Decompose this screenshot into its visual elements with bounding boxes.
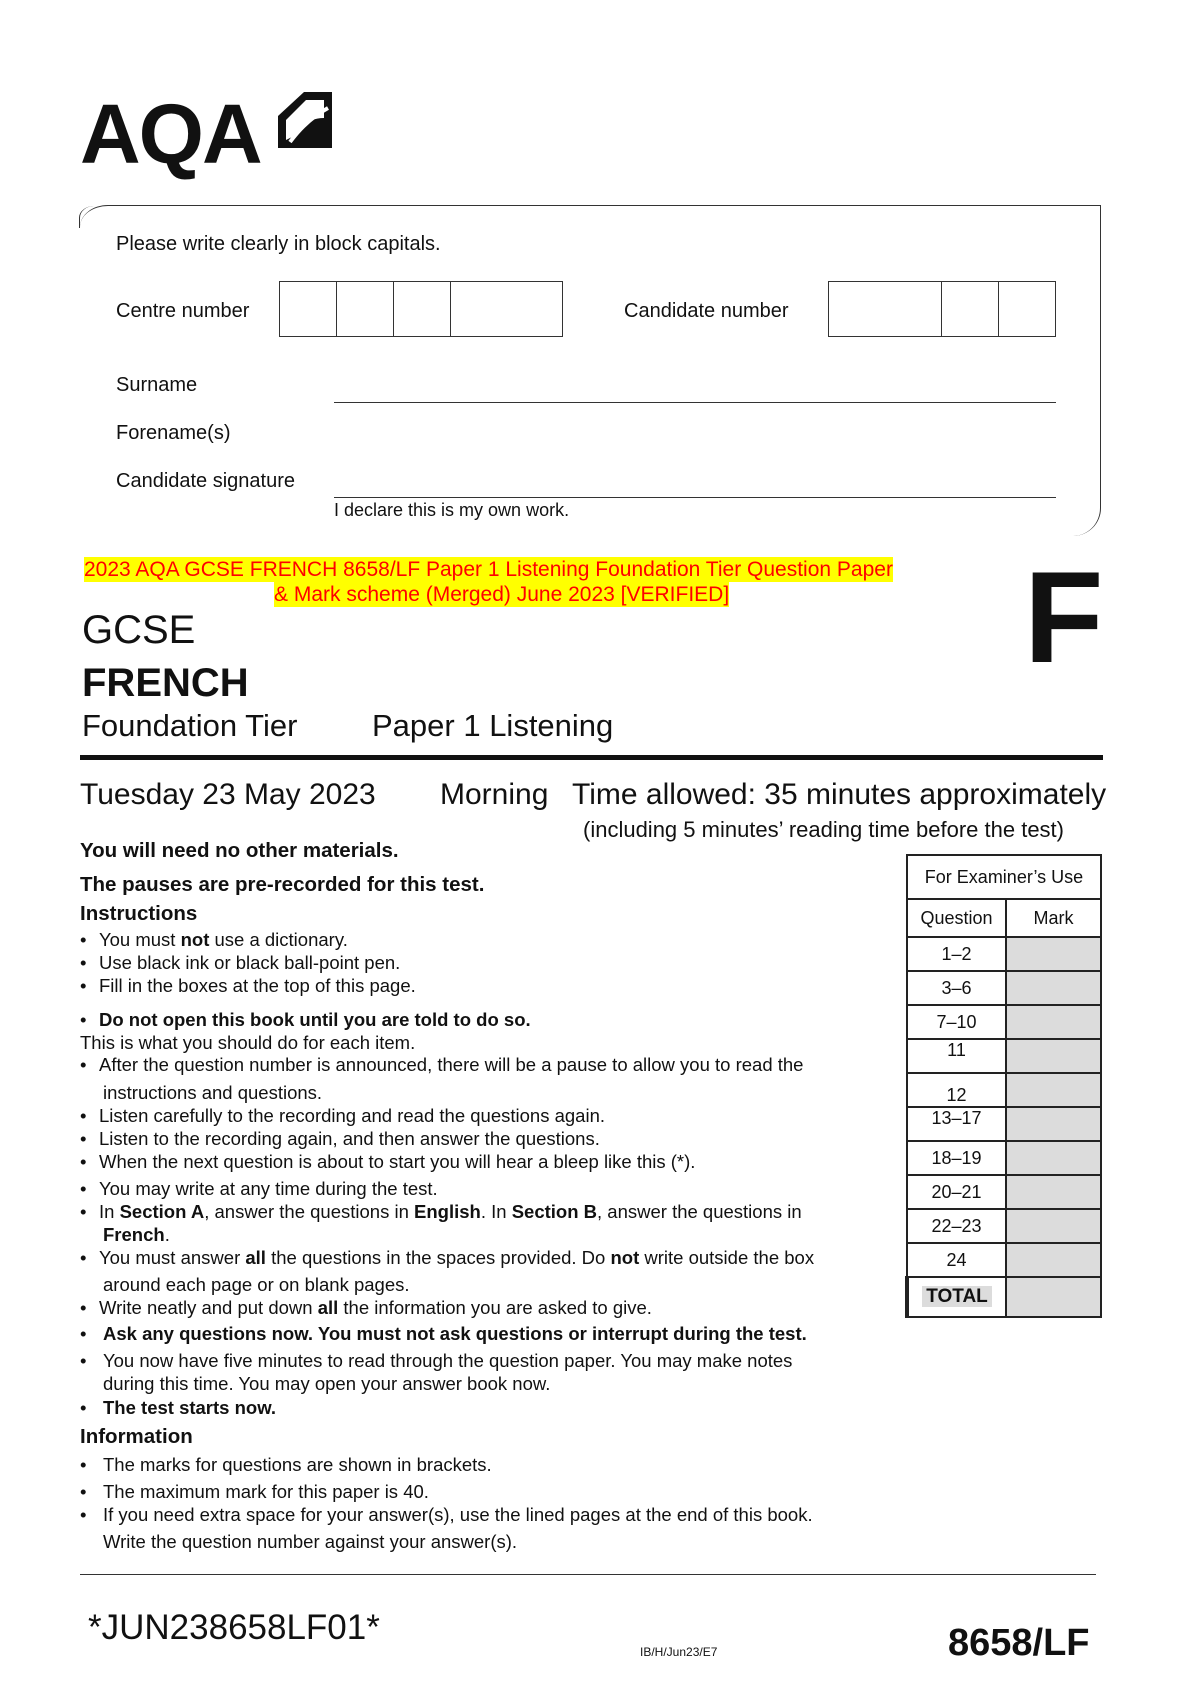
mark-cell xyxy=(1006,1209,1101,1243)
instructions-heading: Instructions xyxy=(80,902,198,925)
qualification-title: GCSE xyxy=(82,608,196,652)
bullet: • xyxy=(80,1350,87,1371)
bullet: • xyxy=(80,1454,87,1475)
instruction-ask-questions: Ask any questions now. You must not ask questions or interrupt during the test. xyxy=(103,1323,807,1344)
materials-line-2: The pauses are pre-recorded for this test. xyxy=(80,873,485,896)
bullet: • xyxy=(80,1151,87,1172)
instruction-dictionary: You must not use a dictionary. xyxy=(99,929,348,950)
mark-cell xyxy=(1006,1175,1101,1209)
centre-digit-box[interactable] xyxy=(337,282,394,336)
question-number: 20–21 xyxy=(907,1175,1006,1209)
document-reference: IB/H/Jun23/E7 xyxy=(640,1645,718,1659)
information-extra-space-b: Write the question number against your answer(s). xyxy=(103,1531,518,1552)
instruction-five-minutes-b: during this time. You may open your answer book now. xyxy=(103,1373,551,1394)
candidate-digit-box[interactable] xyxy=(942,282,999,336)
centre-number-boxes[interactable] xyxy=(279,281,563,337)
mark-cell xyxy=(1006,1141,1101,1175)
paper-code: 8658/LF xyxy=(948,1622,1090,1664)
exam-date: Tuesday 23 May 2023 xyxy=(80,778,376,811)
exam-session: Morning xyxy=(440,778,549,811)
reading-time-note: (including 5 minutes’ reading time before the test) xyxy=(583,817,1064,842)
total-mark-cell xyxy=(1006,1277,1101,1317)
paper-title: Paper 1 Listening xyxy=(372,708,614,743)
surname-label: Surname xyxy=(116,374,198,396)
footer-rule xyxy=(80,1574,1096,1575)
logo-leaf-icon xyxy=(276,90,334,150)
bullet: • xyxy=(80,1201,87,1222)
materials-line-1: You will need no other materials. xyxy=(80,839,399,862)
instruction-test-starts: The test starts now. xyxy=(103,1397,277,1418)
declaration-text: I declare this is my own work. xyxy=(334,500,570,520)
question-number: 24 xyxy=(907,1243,1006,1277)
subject-title: FRENCH xyxy=(82,661,249,705)
bullet: • xyxy=(80,929,87,950)
candidate-digit-box[interactable] xyxy=(829,282,942,336)
centre-digit-box[interactable] xyxy=(394,282,451,336)
information-heading: Information xyxy=(80,1425,193,1448)
bullet: • xyxy=(80,1247,87,1268)
instruction-do-not-open: Do not open this book until you are told to do so. xyxy=(99,1009,531,1030)
instruction-write-neatly: Write neatly and put down all the information you are asked to give. xyxy=(99,1297,652,1318)
mark-cell xyxy=(1006,971,1101,1005)
mark-cell xyxy=(1006,1107,1101,1141)
candidate-number-boxes[interactable] xyxy=(828,281,1056,337)
surname-line[interactable] xyxy=(334,402,1056,403)
bullet: • xyxy=(80,1323,87,1344)
logo-text: AQA xyxy=(80,87,261,181)
centre-digit-box[interactable] xyxy=(280,282,337,336)
mark-column-header: Mark xyxy=(1006,899,1101,937)
question-number: 11 xyxy=(907,1039,1006,1073)
bullet: • xyxy=(80,1178,87,1199)
block-capitals-instruction: Please write clearly in block capitals. xyxy=(116,233,441,255)
bullet: • xyxy=(80,1481,87,1502)
instruction-write-any-time: You may write at any time during the test. xyxy=(99,1178,438,1199)
signature-line[interactable] xyxy=(334,497,1056,498)
instruction-sections-cont: French. xyxy=(103,1224,170,1245)
instruction-bleep: When the next question is about to start you will hear a bleep like this (*). xyxy=(99,1151,696,1172)
bullet: • xyxy=(80,1105,87,1126)
candidate-number-label: Candidate number xyxy=(624,300,789,322)
instruction-answer-all-cont: around each page or on blank pages. xyxy=(103,1274,410,1295)
question-number: 18–19 xyxy=(907,1141,1006,1175)
total-label: TOTAL xyxy=(907,1277,1006,1317)
tier-letter: F xyxy=(1024,544,1104,690)
information-max-mark: The maximum mark for this paper is 40. xyxy=(103,1481,429,1502)
banner-line-1: 2023 AQA GCSE FRENCH 8658/LF Paper 1 Listening Foundation Tier Question Paper xyxy=(84,558,893,581)
question-number: 13–17 xyxy=(907,1107,1006,1141)
instruction-pause-a: After the question number is announced, there will be a pause to allow you to read the xyxy=(99,1054,804,1075)
question-number: 1–2 xyxy=(907,937,1006,971)
bullet: • xyxy=(80,1504,87,1525)
forename-label: Forename(s) xyxy=(116,422,231,444)
signature-label: Candidate signature xyxy=(116,470,296,492)
banner-line-2: & Mark scheme (Merged) June 2023 [VERIFIED] xyxy=(274,583,730,606)
bullet: • xyxy=(80,975,87,996)
question-number: 12 xyxy=(907,1073,1006,1107)
question-number: 22–23 xyxy=(907,1209,1006,1243)
instruction-listen-again: Listen to the recording again, and then answer the questions. xyxy=(99,1128,600,1149)
bullet: • xyxy=(80,1297,87,1318)
bullet: • xyxy=(80,1128,87,1149)
mark-cell xyxy=(1006,937,1101,971)
tier-title: Foundation Tier xyxy=(82,708,298,743)
instruction-boxes: Fill in the boxes at the top of this page. xyxy=(99,975,416,996)
bullet: • xyxy=(80,952,87,973)
instruction-answer-all: You must answer all the questions in the spaces provided. Do not write outside the box xyxy=(99,1247,815,1268)
centre-number-label: Centre number xyxy=(116,300,250,322)
barcode-text: *JUN238658LF01* xyxy=(88,1608,380,1647)
instruction-five-minutes-a: You now have five minutes to read through the question paper. You may make notes xyxy=(103,1350,793,1371)
instruction-pause-b: instructions and questions. xyxy=(103,1082,323,1103)
mark-cell xyxy=(1006,1039,1101,1073)
instruction-sections: In Section A, answer the questions in English. In Section B, answer the questions in xyxy=(99,1201,802,1222)
bullet: • xyxy=(80,1397,87,1418)
instruction-listen: Listen carefully to the recording and read the questions again. xyxy=(99,1105,605,1126)
aqa-logo xyxy=(80,87,261,181)
time-allowed: Time allowed: 35 minutes approximately xyxy=(572,778,1107,811)
information-marks: The marks for questions are shown in brackets. xyxy=(103,1454,492,1475)
examiner-table-title: For Examiner’s Use xyxy=(907,855,1101,899)
question-number: 3–6 xyxy=(907,971,1006,1005)
title-rule xyxy=(80,755,1103,760)
candidate-digit-box[interactable] xyxy=(999,282,1053,336)
information-extra-space-a: If you need extra space for your answer(s), use the lined pages at the end of this book. xyxy=(103,1504,813,1525)
examiner-use-table xyxy=(905,854,1102,1318)
question-column-header: Question xyxy=(907,899,1006,937)
mark-cell xyxy=(1006,1243,1101,1277)
centre-digit-box[interactable] xyxy=(451,282,561,336)
item-intro: This is what you should do for each item. xyxy=(80,1032,416,1053)
mark-cell xyxy=(1006,1005,1101,1039)
question-number: 7–10 xyxy=(907,1005,1006,1039)
bullet: • xyxy=(80,1009,87,1030)
mark-cell xyxy=(1006,1073,1101,1107)
instruction-ink: Use black ink or black ball-point pen. xyxy=(99,952,401,973)
bullet: • xyxy=(80,1054,87,1075)
